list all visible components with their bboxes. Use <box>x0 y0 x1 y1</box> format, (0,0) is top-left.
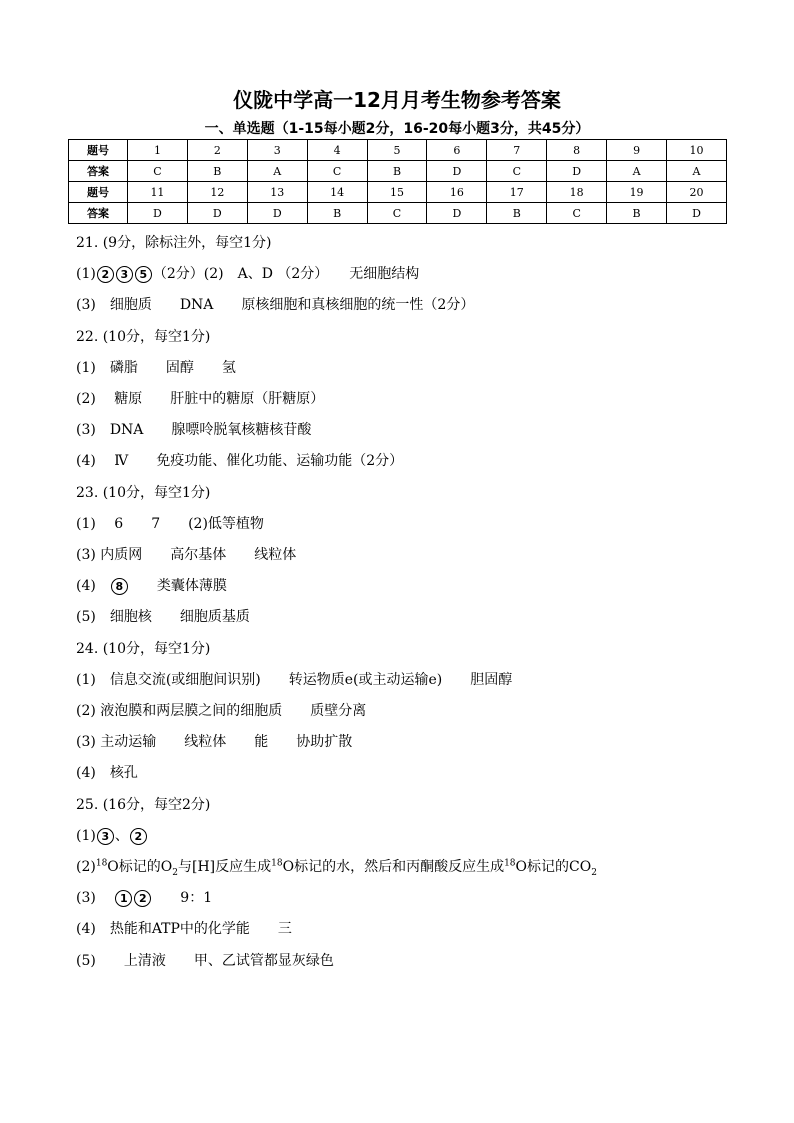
subscript: 2 <box>591 867 597 878</box>
table-cell: 8 <box>547 140 607 161</box>
q23-line-1: (1) 6 7 (2)低等植物 <box>76 516 264 532</box>
table-row <box>69 161 727 182</box>
q25-heading: 25. (16分，每空2分) <box>76 797 211 813</box>
table-cell: A <box>247 161 307 182</box>
table-cell: 15 <box>367 182 427 203</box>
table-row <box>69 203 727 224</box>
q25-line-1 <box>76 825 148 845</box>
section-subtitle: 一、单选题（1-15每小题2分，16-20每小题3分，共45分） <box>204 121 590 137</box>
circled-number: 8 <box>111 578 128 595</box>
q24-line-3: (3) 主动运输 线粒体 能 协助扩散 <box>76 734 353 750</box>
table-cell: B <box>487 203 547 224</box>
q21-line-1 <box>76 263 419 283</box>
table-cell: A <box>667 161 727 182</box>
subscript: 2 <box>172 867 178 878</box>
q25-line-3-prefix: (3) <box>76 890 115 906</box>
table-cell: 9 <box>607 140 667 161</box>
table-cell: 5 <box>367 140 427 161</box>
q24-line-2: (2) 液泡膜和两层膜之间的细胞质 质壁分离 <box>76 703 367 719</box>
q24-heading: 24. (10分，每空1分) <box>76 641 211 657</box>
q23-line-4: (5) 细胞核 细胞质基质 <box>76 609 250 625</box>
table-cell: B <box>307 203 367 224</box>
q21-line-1-prefix: (1) <box>76 266 96 282</box>
text-fragment: O标记的水，然后和丙酮酸反应生成 <box>282 859 505 875</box>
table-cell: 1 <box>128 140 188 161</box>
table-cell: 16 <box>427 182 487 203</box>
circled-number: 1 <box>115 890 132 907</box>
q25-line-1-sep: 、 <box>114 828 129 844</box>
text-fragment: O标记的O <box>107 859 173 875</box>
superscript: 18 <box>271 858 283 869</box>
q23-heading: 23. (10分，每空1分) <box>76 485 211 501</box>
table-cell: 4 <box>307 140 367 161</box>
q25-line-3-text: 9：1 <box>152 890 213 906</box>
q23-line-3-text: 类囊体薄膜 <box>128 578 227 594</box>
table-cell: 19 <box>607 182 667 203</box>
table-cell: 3 <box>247 140 307 161</box>
table-cell: C <box>367 203 427 224</box>
row-header: 题号 <box>69 182 128 203</box>
table-cell: 17 <box>487 182 547 203</box>
table-cell: 14 <box>307 182 367 203</box>
row-header: 答案 <box>69 203 128 224</box>
table-cell: D <box>427 203 487 224</box>
circled-number: 2 <box>130 828 147 845</box>
q24-line-1: (1) 信息交流(或细胞间识别) 转运物质e(或主动运输e) 胆固醇 <box>76 672 513 688</box>
q21-line-2: (3) 细胞质 DNA 原核细胞和真核细胞的统一性（2分） <box>76 297 475 313</box>
table-cell: 11 <box>128 182 188 203</box>
superscript: 18 <box>95 858 108 869</box>
text-fragment: O标记的CO <box>515 859 592 875</box>
table-cell: C <box>128 161 188 182</box>
answer-table <box>68 139 727 224</box>
row-header: 答案 <box>69 161 128 182</box>
table-cell: 7 <box>487 140 547 161</box>
q23-line-3 <box>76 575 227 595</box>
q23-line-2: (3) 内质网 高尔基体 线粒体 <box>76 547 297 563</box>
table-cell: 10 <box>667 140 727 161</box>
table-cell: A <box>607 161 667 182</box>
q25-line-5: (5) 上清液 甲、乙试管都显灰绿色 <box>76 953 334 969</box>
table-cell: B <box>607 203 667 224</box>
q23-line-3-prefix: (4) <box>76 578 110 594</box>
circled-number: 3 <box>116 266 133 283</box>
text-fragment: (2) <box>76 859 96 875</box>
table-cell: D <box>547 161 607 182</box>
q21-line-1-text: （2分）(2) A、D （2分） 无细胞结构 <box>152 266 420 282</box>
q22-line-1: (1) 磷脂 固醇 氢 <box>76 360 236 376</box>
table-cell: 13 <box>247 182 307 203</box>
q22-line-4: (4) Ⅳ 免疫功能、催化功能、运输功能（2分） <box>76 453 404 469</box>
table-cell: 18 <box>547 182 607 203</box>
circled-number: 5 <box>135 266 152 283</box>
text-fragment: 与[H]反应生成 <box>178 859 272 875</box>
table-cell: D <box>128 203 188 224</box>
row-header: 题号 <box>69 140 128 161</box>
table-cell: B <box>187 161 247 182</box>
table-cell: B <box>367 161 427 182</box>
table-cell: 2 <box>187 140 247 161</box>
q21-heading: 21. (9分，除标注外，每空1分) <box>76 235 272 251</box>
q25-line-4: (4) 热能和ATP中的化学能 三 <box>76 921 292 937</box>
q22-line-3: (3) DNA 腺嘌呤脱氧核糖核苷酸 <box>76 422 312 438</box>
superscript: 18 <box>504 858 516 869</box>
table-cell: C <box>487 161 547 182</box>
table-row <box>69 140 727 161</box>
q24-line-4: (4) 核孔 <box>76 765 138 781</box>
table-cell: 6 <box>427 140 487 161</box>
q25-line-1-prefix: (1) <box>76 828 96 844</box>
table-cell: D <box>187 203 247 224</box>
circled-number: 3 <box>97 828 114 845</box>
table-cell: C <box>547 203 607 224</box>
table-cell: 12 <box>187 182 247 203</box>
table-cell: C <box>307 161 367 182</box>
table-cell: D <box>247 203 307 224</box>
table-cell: D <box>427 161 487 182</box>
table-cell: D <box>667 203 727 224</box>
q25-line-3 <box>76 887 212 907</box>
q22-heading: 22. (10分，每空1分) <box>76 329 211 345</box>
q22-line-2: (2) 糖原 肝脏中的糖原（肝糖原） <box>76 391 325 407</box>
table-cell: 20 <box>667 182 727 203</box>
q25-line-2 <box>76 856 597 878</box>
page-title: 仪陇中学高一12月月考生物参考答案 <box>233 88 561 112</box>
circled-number: 2 <box>134 890 151 907</box>
table-row <box>69 182 727 203</box>
circled-number: 2 <box>97 266 114 283</box>
